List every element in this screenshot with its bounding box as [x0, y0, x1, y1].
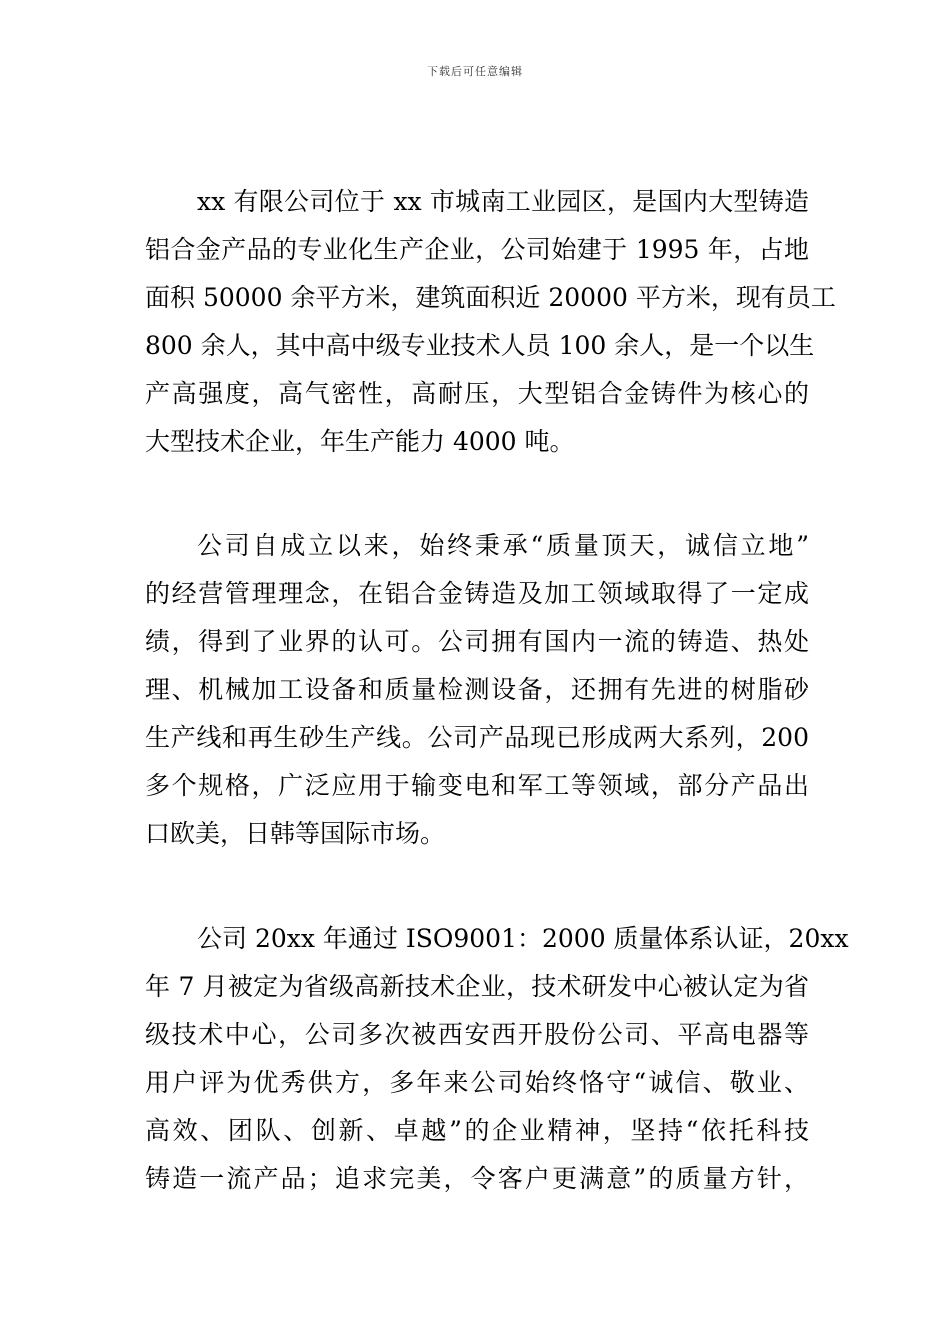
text-line: 口欧美，日韩等国际市场。	[145, 819, 446, 848]
paragraph-company-philosophy	[145, 522, 809, 858]
paragraph-certification	[145, 915, 849, 1203]
text-line: 绩，得到了业界的认可。公司拥有国内一流的铸造、热处	[145, 627, 809, 656]
text-line: 理、机械加工设备和质量检测设备，还拥有先进的树脂砂	[145, 675, 809, 704]
text-line: 800 余人，其中高中级专业技术人员 100 余人，是一个以生	[145, 331, 815, 360]
text-line: 铸造一流产品；追求完美，令客户更满意”的质量方针，	[145, 1164, 809, 1193]
text-line: 的经营管理理念，在铝合金铸造及加工领域取得了一定成	[145, 579, 809, 608]
text-line: 产高强度，高气密性，高耐压，大型铝合金铸件为核心的	[145, 379, 809, 408]
text-line: 面积 50000 余平方米，建筑面积近 20000 平方米，现有员工	[145, 283, 836, 312]
text-line: 用户评为优秀供方，多年来公司始终恪守“诚信、敬业、	[145, 1068, 809, 1097]
text-line: 大型技术企业，年生产能力 4000 吨。	[145, 427, 575, 456]
text-line: 级技术中心，公司多次被西安西开股份公司、平高电器等	[145, 1020, 809, 1049]
text-line: 年 7 月被定为省级高新技术企业，技术研发中心被认定为省	[145, 972, 809, 1001]
text-line: 铝合金产品的专业化生产企业，公司始建于 1995 年，占地	[145, 235, 809, 264]
text-line: 公司自成立以来，始终秉承“质量顶天，诚信立地”	[197, 531, 809, 560]
paragraph-company-intro	[145, 178, 836, 466]
text-line: 公司 20xx 年通过 ISO9001：2000 质量体系认证，20xx	[197, 924, 849, 953]
page-header: 下载后可任意编辑	[427, 65, 523, 78]
text-line: xx 有限公司位于 xx 市城南工业园区，是国内大型铸造	[197, 187, 809, 216]
text-line: 高效、团队、创新、卓越”的企业精神，坚持“依托科技	[145, 1116, 809, 1145]
text-line: 多个规格，广泛应用于输变电和军工等领域，部分产品出	[145, 771, 809, 800]
text-line: 生产线和再生砂生产线。公司产品现已形成两大系列，200	[145, 723, 809, 752]
